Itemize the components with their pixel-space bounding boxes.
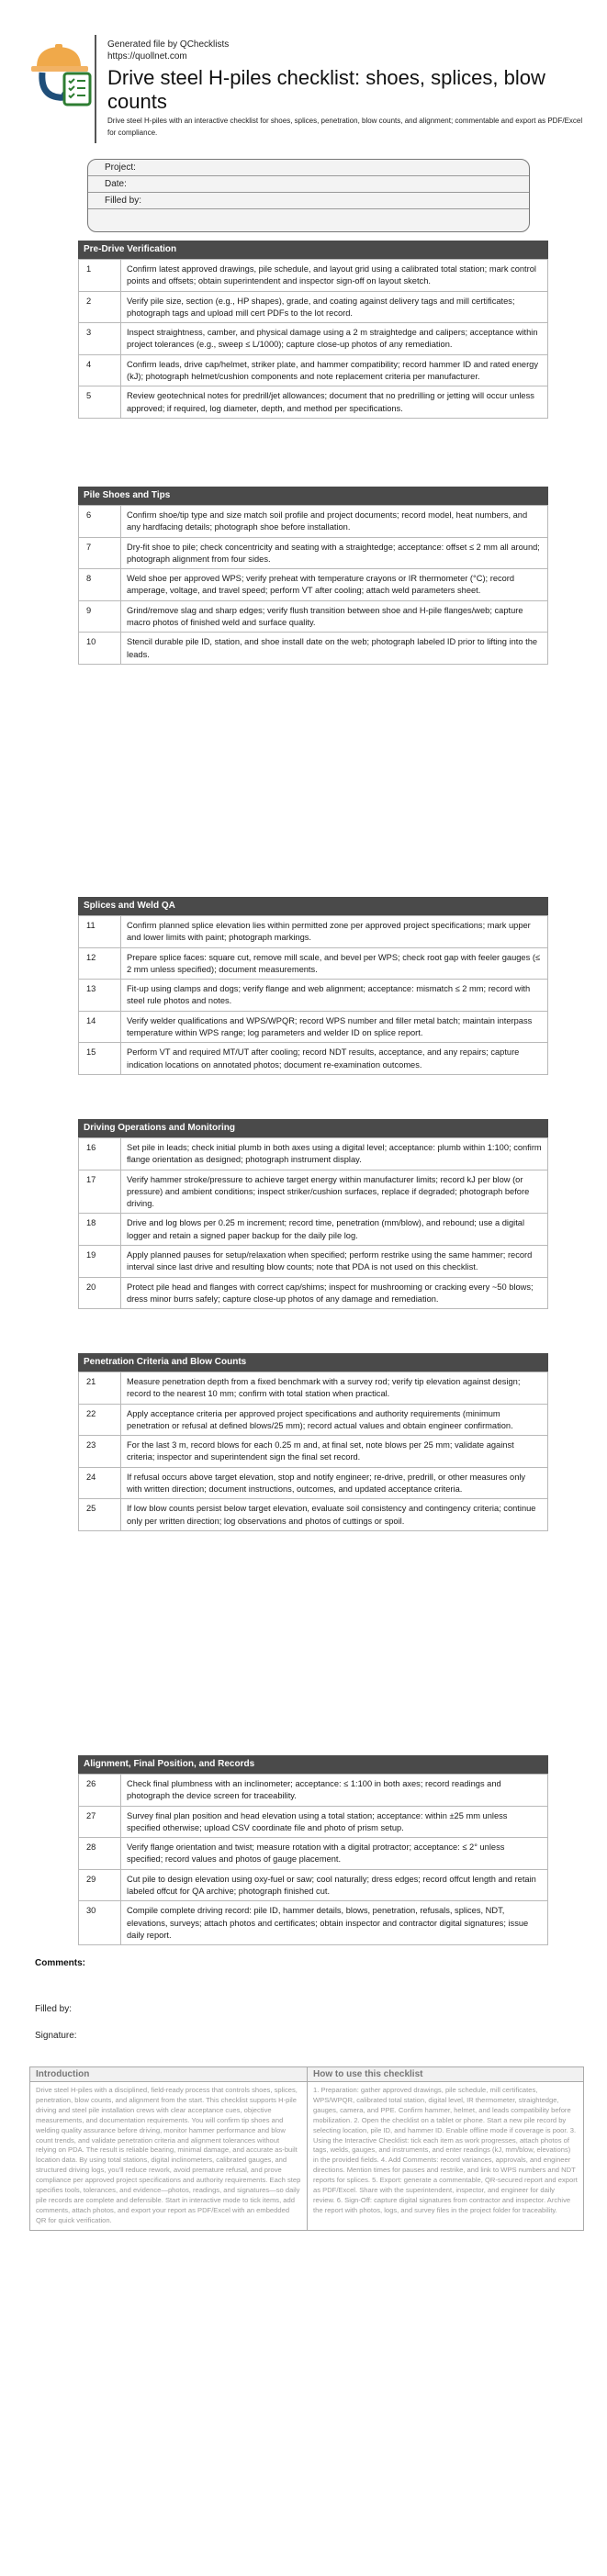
section-header: Splices and Weld QA <box>78 897 548 915</box>
item-text: Weld shoe per approved WPS; verify preheat with temperature crayons or IR thermometer (°C); record amperage, voltage, and travel speed; perform VT after cooling; attach weld parameters sheet. <box>121 569 548 601</box>
checklist-row[interactable] <box>79 1277 548 1309</box>
item-number: 18 <box>79 1214 121 1246</box>
item-text: Verify hammer stroke/pressure to achieve target energy within manufacturer limits; record kJ per blow (or pressure) and ambient conditions; inspect striker/cushion surfaces, replace if degraded; photograph before driving. <box>121 1170 548 1214</box>
checklist-row[interactable] <box>79 980 548 1012</box>
checklist-row[interactable] <box>79 506 548 538</box>
checklist-row[interactable] <box>79 1775 548 1807</box>
item-number: 26 <box>79 1775 121 1807</box>
item-text: Survey final plan position and head elevation using a total station; acceptance: within ±25 mm unless specified otherwise; upload CSV coordinate file and photo of prism setup. <box>121 1806 548 1838</box>
introduction-body: Drive steel H-piles with a disciplined, field-ready process that controls shoes, splices, penetration, blow counts, and alignment from the start. This checklist supports H-pile driving and steel pile installation crews with clear acceptance cues, objective measurements, and documentation requirements. You will confirm tip shoes and welding quality assurance before driving, monitor hammer performance and blow count trends, and validate penetration criteria and alignment tolerances without relying on PDA. The result is reliable bearing, minimal damage, and accurate as-built location data. By using total stations, digital inclinometers, calibrated gauges, and structured driving logs, you'll reduce rework, avoid premature refusal, and prove compliance per approved project specifications and authority requirements. Each step specifies tools, tolerances, and evidence—photos, readings, and signatures—so daily pile records are complete and defensible. Start in interactive mode to tick items, add comments, attach photos, and export your report as PDF/Excel with an embedded QR for quick verification. <box>36 2086 301 2224</box>
item-number: 15 <box>79 1043 121 1075</box>
item-number: 10 <box>79 633 121 665</box>
section-pile-shoes-and-tips <box>78 487 548 665</box>
item-text: If refusal occurs above target elevation, stop and notify engineer; re-drive, predrill, or other measures only with written direction; document instructions, outcomes, and updated acceptance criteria. <box>121 1467 548 1499</box>
item-text: Measure penetration depth from a fixed benchmark with a survey rod; verify tip elevation against design; record to the nearest 10 mm; confirm with total station when practical. <box>121 1372 548 1405</box>
checklist-row[interactable] <box>79 1011 548 1043</box>
introduction-heading: Introduction <box>30 2067 307 2082</box>
filled-by-label: Filled by: <box>35 2004 73 2014</box>
item-text: Apply planned pauses for setup/relaxation when specified; perform restrike using the same hammer; record interval since last drive and resulting blow counts; note that PDA is not used on this checklist. <box>121 1246 548 1278</box>
section-alignment-final-position-and-records <box>78 1755 548 1945</box>
section-header: Pre-Drive Verification <box>78 241 548 259</box>
item-number: 19 <box>79 1246 121 1278</box>
checklist-row[interactable] <box>79 600 548 633</box>
checklist-row[interactable] <box>79 323 548 355</box>
checklist-row[interactable] <box>79 1436 548 1468</box>
checklist-row[interactable] <box>79 1404 548 1436</box>
item-text: Confirm planned splice elevation lies within permitted zone per approved project specifications; mark upper and lower limits with paint; photograph markings. <box>121 916 548 948</box>
section-penetration-criteria-and-blow-counts <box>78 1353 548 1531</box>
item-number: 16 <box>79 1138 121 1170</box>
date-field[interactable]: Date: <box>88 176 529 193</box>
blank-field[interactable] <box>88 209 529 226</box>
item-text: Compile complete driving record: pile ID, hammer details, blows, penetration, refusals, splices, NDT, elevations, surveys; attach photos and certificates; obtain inspector and contractor digital signatures; issue daily report. <box>121 1901 548 1945</box>
checklist-row[interactable] <box>79 1138 548 1170</box>
item-number: 21 <box>79 1372 121 1405</box>
comments-label: Comments: <box>35 1958 86 1968</box>
item-text: Confirm leads, drive cap/helmet, striker plate, and hammer compatibility; record hammer ID and rated energy (kJ); photograph helmet/cushion components and note replacement criteria per manufacturer. <box>121 354 548 386</box>
checklist-row[interactable] <box>79 1838 548 1870</box>
item-text: Confirm latest approved drawings, pile schedule, and layout grid using a calibrated total station; mark control points and offsets; obtain superintendent and inspector sign-off on layout sketch. <box>121 260 548 292</box>
section-driving-operations-and-monitoring <box>78 1119 548 1309</box>
how-to-use-column <box>307 2067 583 2230</box>
section-splices-and-weld-qa <box>78 897 548 1075</box>
item-text: Verify pile size, section (e.g., HP shapes), grade, and coating against delivery tags and mill certificates; photograph tags and upload mill cert PDFs to the lot record. <box>121 291 548 323</box>
item-text: Verify flange orientation and twist; measure rotation with a digital protractor; acceptance: ≤ 2° unless specified; record values and photos of gauge placement. <box>121 1838 548 1870</box>
item-text: Drive and log blows per 0.25 m increment; record time, penetration (mm/blow), and rebound; use a digital logger and retain a signed paper backup for the daily pile log. <box>121 1214 548 1246</box>
project-field[interactable]: Project: <box>88 160 529 176</box>
item-text: Apply acceptance criteria per approved project specifications and authority requirements (minimum penetration or refusal at defined blows/25 mm); record actual values and obtain engineer confirmation. <box>121 1404 548 1436</box>
document-header <box>0 35 607 145</box>
item-number: 23 <box>79 1436 121 1468</box>
checklist-row[interactable] <box>79 1214 548 1246</box>
item-number: 6 <box>79 506 121 538</box>
item-text: Stencil durable pile ID, station, and shoe install date on the web; photograph labeled ID prior to lifting into the leads. <box>121 633 548 665</box>
item-text: If low blow counts persist below target elevation, evaluate soil consistency and contingency criteria; continue only per written direction; log observations and photos of cuttings or spoil. <box>121 1499 548 1531</box>
checklist-row[interactable] <box>79 633 548 665</box>
item-number: 29 <box>79 1869 121 1901</box>
header-divider <box>95 35 96 143</box>
how-to-use-heading: How to use this checklist <box>308 2067 583 2082</box>
item-number: 9 <box>79 600 121 633</box>
checklist-row[interactable] <box>79 1806 548 1838</box>
item-text: Verify welder qualifications and WPS/WPQR; record WPS number and filler metal batch; maintain interpass temperature within WPS range; log parameters and welder ID on splice report. <box>121 1011 548 1043</box>
item-text: Protect pile head and flanges with correct cap/shims; inspect for mushrooming or cracking every ~50 blows; dress minor burrs safely; capture close-up photos of any damage and remediation. <box>121 1277 548 1309</box>
item-text: Review geotechnical notes for predrill/jet allowances; document that no predrilling or jetting will occur unless approved; if required, log diameter, depth, and method per specifications. <box>121 386 548 419</box>
checklist-row[interactable] <box>79 291 548 323</box>
item-number: 24 <box>79 1467 121 1499</box>
item-text: Fit-up using clamps and dogs; verify flange and web alignment; acceptance: mismatch ≤ 2 mm; record with steel rule photos and notes. <box>121 980 548 1012</box>
item-number: 4 <box>79 354 121 386</box>
filled-by-field[interactable]: Filled by: <box>88 193 529 209</box>
source-url-link[interactable]: https://quollnet.com <box>107 51 187 62</box>
item-number: 20 <box>79 1277 121 1309</box>
generated-by-text: Generated file by QChecklists <box>107 39 230 50</box>
item-number: 14 <box>79 1011 121 1043</box>
checklist-row[interactable] <box>79 354 548 386</box>
item-number: 28 <box>79 1838 121 1870</box>
item-text: Inspect straightness, camber, and physical damage using a 2 m straightedge and calipers; acceptance within project tolerances (e.g., sweep ≤ L/1000); capture close-up photos of any remediation. <box>121 323 548 355</box>
item-number: 17 <box>79 1170 121 1214</box>
section-header: Driving Operations and Monitoring <box>78 1119 548 1137</box>
item-text: Cut pile to design elevation using oxy-fuel or saw; cool naturally; dress edges; record offcut length and retain labeled offcut for QA archive; photograph finished cut. <box>121 1869 548 1901</box>
item-text: Prepare splice faces: square cut, remove mill scale, and bevel per WPS; check root gap with feeler gauges (≤ 2 mm unless specified); document measurements. <box>121 947 548 980</box>
checklist-row[interactable] <box>79 1246 548 1278</box>
section-pre-drive-verification <box>78 241 548 419</box>
item-number: 30 <box>79 1901 121 1945</box>
page-subtitle: Drive steel H-piles with an interactive checklist for shoes, splices, penetration, blow counts, and alignment; commentable and export as PDF/Excel for compliance. <box>107 117 583 137</box>
item-number: 11 <box>79 916 121 948</box>
item-text: Check final plumbness with an inclinometer; acceptance: ≤ 1:100 in both axes; record readings and photograph the device screen for traceability. <box>121 1775 548 1807</box>
item-number: 3 <box>79 323 121 355</box>
checklist-row[interactable] <box>79 1499 548 1531</box>
item-number: 7 <box>79 537 121 569</box>
checklist-row[interactable] <box>79 386 548 419</box>
checklist-row[interactable] <box>79 1901 548 1945</box>
checklist-row[interactable] <box>79 947 548 980</box>
intro-howto-table <box>29 2066 584 2231</box>
item-number: 2 <box>79 291 121 323</box>
checklist-row[interactable] <box>79 1869 548 1901</box>
page-title: Drive steel H-piles checklist: shoes, splices, blow counts <box>107 66 545 113</box>
project-info-box <box>87 159 530 232</box>
section-header: Alignment, Final Position, and Records <box>78 1755 548 1774</box>
section-header: Penetration Criteria and Blow Counts <box>78 1353 548 1372</box>
item-number: 12 <box>79 947 121 980</box>
item-text: Dry-fit shoe to pile; check concentricity and seating with a straightedge; acceptance: offset ≤ 2 mm all around; photograph alignment from four sides. <box>121 537 548 569</box>
item-text: Grind/remove slag and sharp edges; verify flush transition between shoe and H-pile flanges/web; capture macro photos of finished weld and surface quality. <box>121 600 548 633</box>
item-text: Perform VT and required MT/UT after cooling; record NDT results, acceptance, and any repairs; capture indication locations on annotated photos; document re-examination outcomes. <box>121 1043 548 1075</box>
section-header: Pile Shoes and Tips <box>78 487 548 505</box>
item-number: 27 <box>79 1806 121 1838</box>
how-to-use-body: 1. Preparation: gather approved drawings, pile schedule, mill certificates, WPS/WPQR, calibrated total station, digital level, IR thermometer, straightedge, gauges, camera, and PPE. Confirm hammer, helmet, and leads compatibility before mobilization. 2. Open the checklist on a tablet or phone. Start a new pile record by selecting location, pile ID, and hammer ID. Enable offline mode if coverage is poor. 3. Using the Interactive Checklist: tick each item as work progresses, attach photos of tags, welds, gauges, and instruments, and enter readings (kJ, mm/blow, elevations) in the provided fields. 4. Add Comments: record variances, approvals, and engineer directions. Mention times for pauses and restrike, and link to WPS numbers and NDT reports for splices. 5. Export: generate a commentable, QR-secured report and export as PDF/Excel. Share with the superintendent, inspector, and engineer for daily review. 6. Sign-Off: capture digital signatures from contractor and inspector. Archive the report with photos, logs, and survey files in the project folder for traceability. <box>313 2086 578 2214</box>
hardhat-checklist-logo-icon <box>28 42 94 106</box>
introduction-column <box>30 2067 307 2230</box>
item-number: 25 <box>79 1499 121 1531</box>
item-number: 8 <box>79 569 121 601</box>
item-number: 1 <box>79 260 121 292</box>
checklist-row[interactable] <box>79 1043 548 1075</box>
checklist-row[interactable] <box>79 569 548 601</box>
checklist-row[interactable] <box>79 1467 548 1499</box>
item-text: For the last 3 m, record blows for each 0.25 m and, at final set, note blows per 25 mm; validate against criteria; inspector and superintendent sign the final set record. <box>121 1436 548 1468</box>
item-number: 22 <box>79 1404 121 1436</box>
item-text: Set pile in leads; check initial plumb in both axes using a digital level; acceptance: plumb within 1:100; confirm flange orientation as designed; photograph instrument display. <box>121 1138 548 1170</box>
signature-label: Signature: <box>35 2031 77 2041</box>
checklist-row[interactable] <box>79 1372 548 1405</box>
item-text: Confirm shoe/tip type and size match soil profile and project documents; record model, heat numbers, and any hardfacing details; photograph shoe before installation. <box>121 506 548 538</box>
checklist-row[interactable] <box>79 1170 548 1214</box>
checklist-row[interactable] <box>79 537 548 569</box>
checklist-row[interactable] <box>79 916 548 948</box>
checklist-row[interactable] <box>79 260 548 292</box>
item-number: 13 <box>79 980 121 1012</box>
item-number: 5 <box>79 386 121 419</box>
